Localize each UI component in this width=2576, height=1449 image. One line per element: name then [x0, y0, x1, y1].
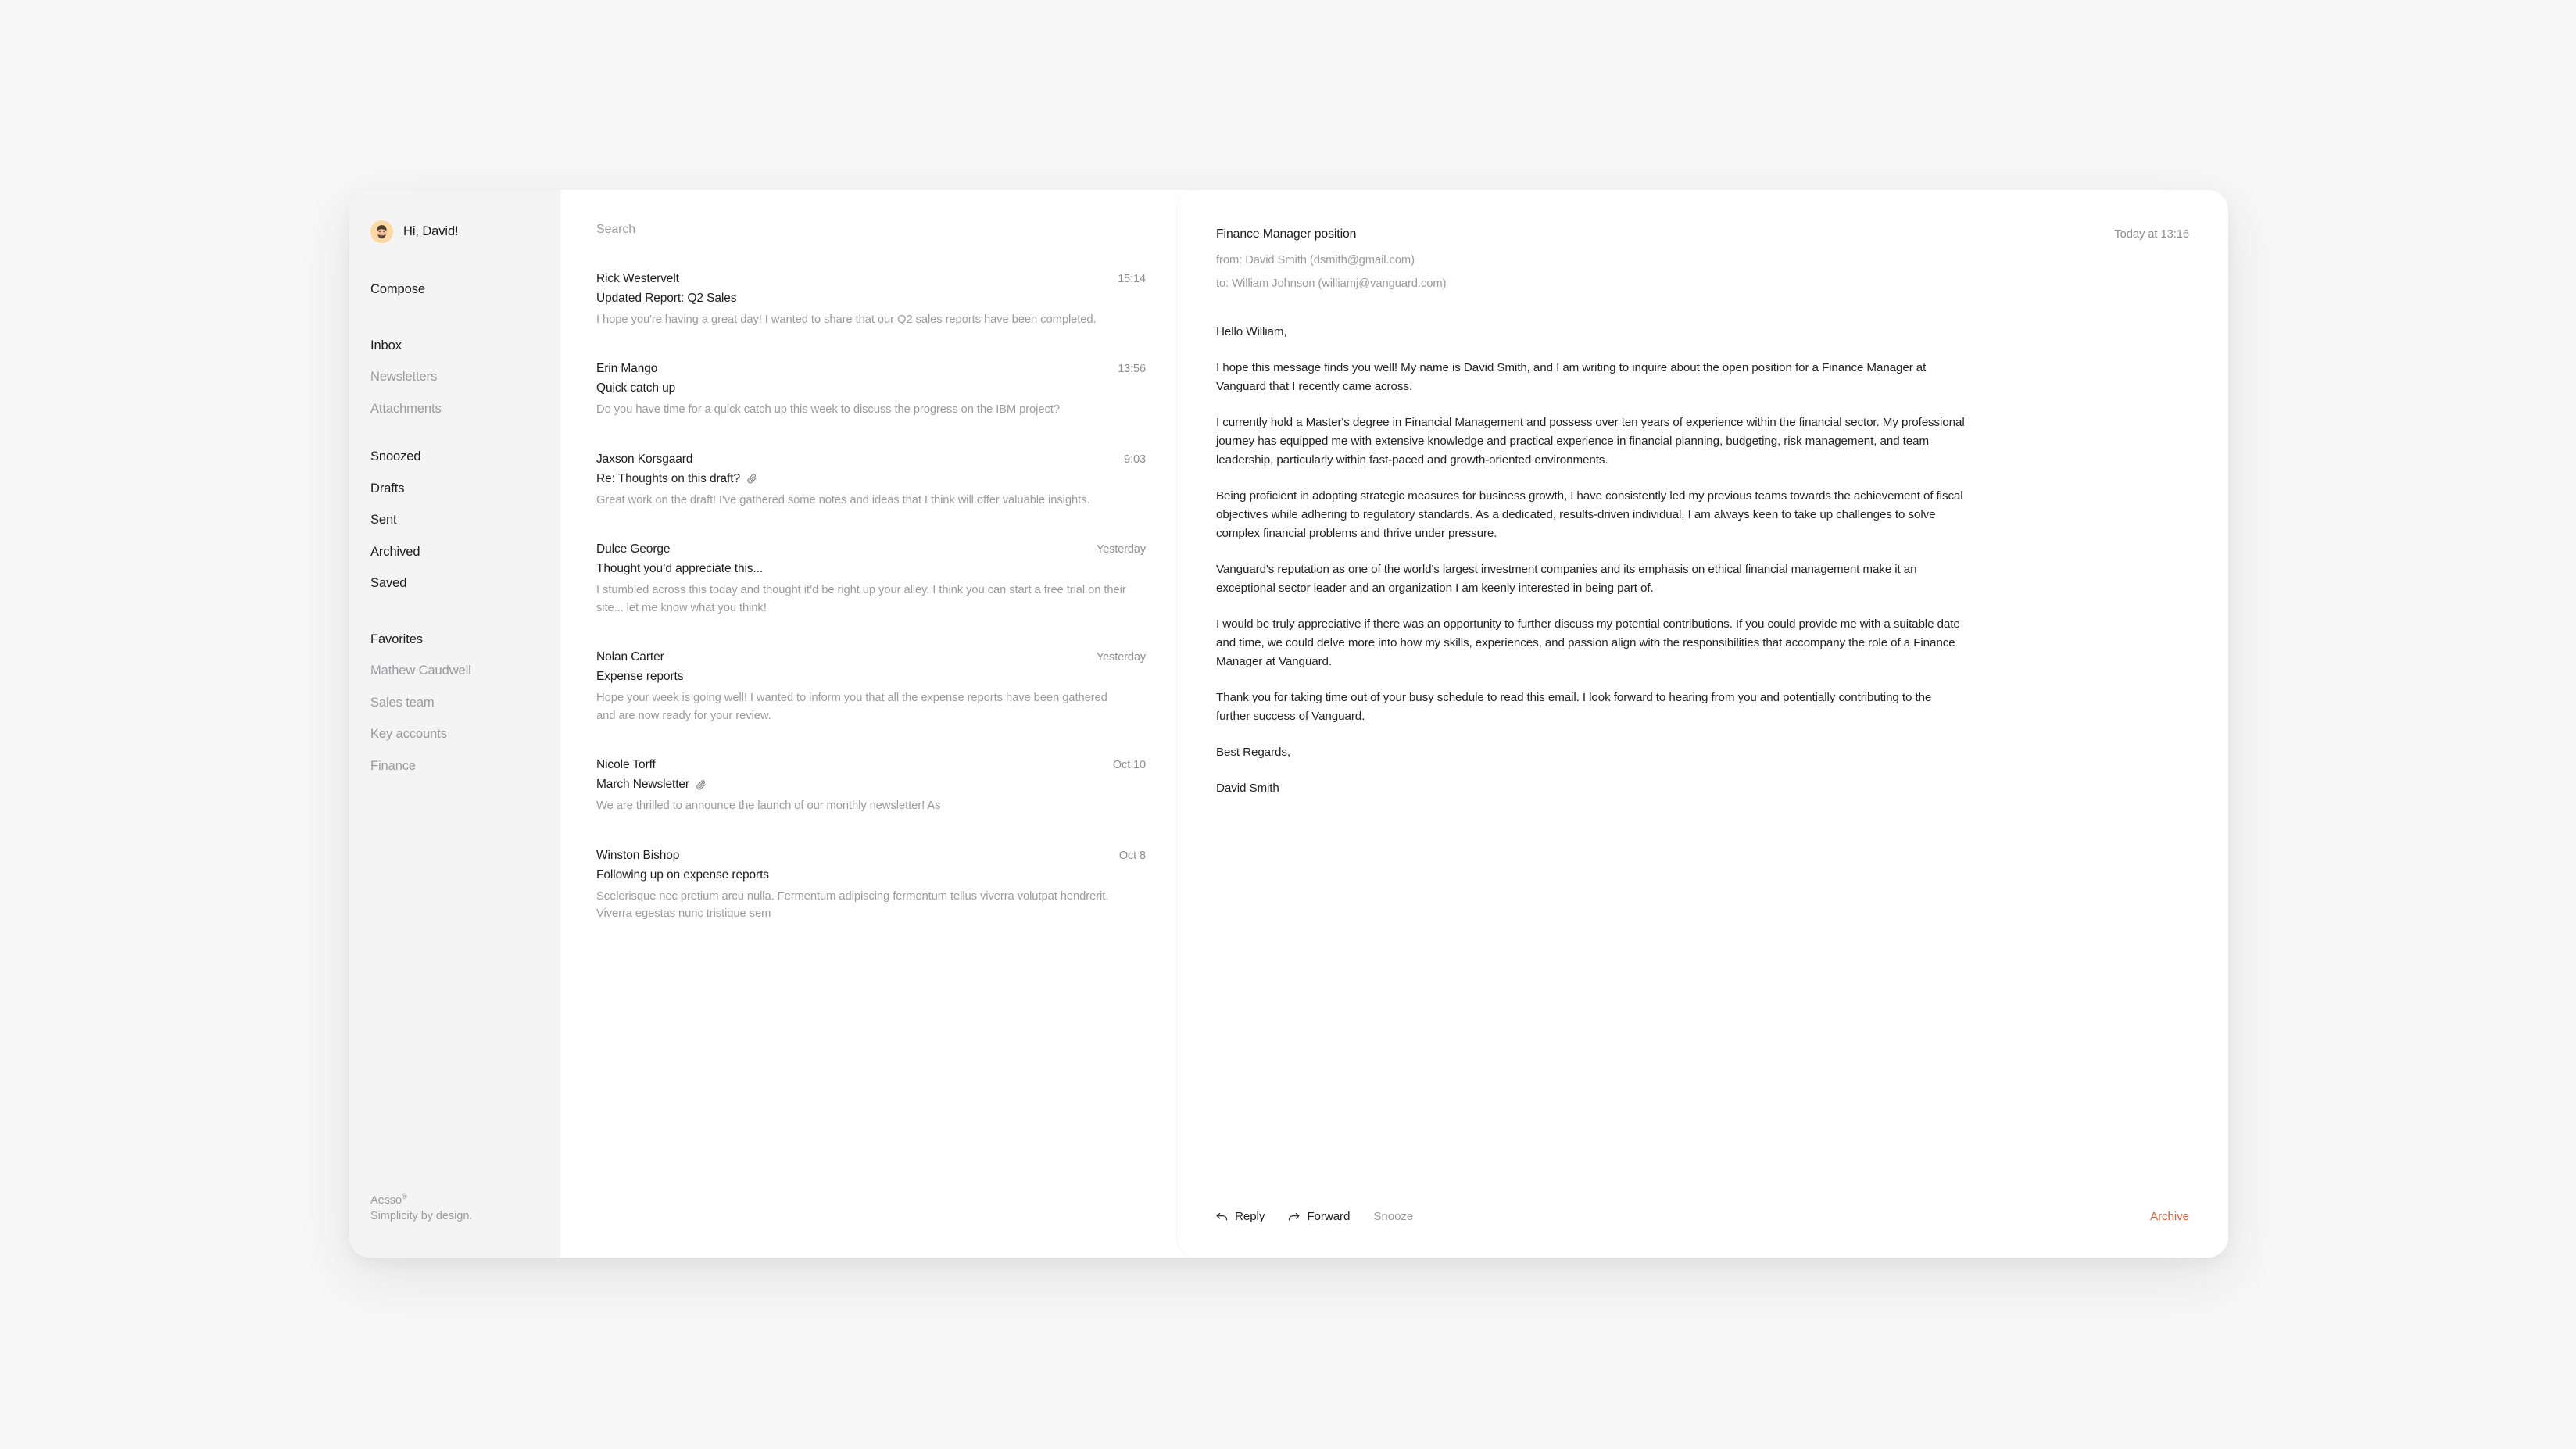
message-preview: Hope your week is going well! I wanted to inform you that all the expense reports have been gathered and are now ready for your review.: [596, 692, 1107, 722]
message-sender: Dulce George: [596, 542, 671, 556]
reply-button[interactable]: [1216, 1210, 1265, 1223]
email-signature: David Smith: [1216, 782, 1279, 796]
snooze-button[interactable]: [1373, 1210, 1413, 1223]
registered-mark-icon: ®: [402, 1193, 407, 1201]
sidebar-item-saved[interactable]: Saved: [370, 576, 407, 590]
snooze-label: Snooze: [1373, 1210, 1414, 1223]
list-item[interactable]: [596, 453, 1146, 542]
email-paragraph: Thank you for taking time out of your busy schedule to read this email. I look forward to hearing from you and potentially contributing to the further success of Vanguard.: [1216, 691, 1932, 724]
forward-label: Forward: [1307, 1210, 1351, 1223]
message-subject: Following up on expense reports: [596, 868, 769, 882]
message-sender: Erin Mango: [596, 362, 658, 376]
list-item[interactable]: [596, 758, 1146, 848]
message-time: 9:03: [1124, 453, 1146, 466]
email-paragraph: I hope this message finds you well! My name is David Smith, and I am writing to inquire about the open position for a Finance Manager at Vanguard that I recently came across.: [1216, 361, 1927, 394]
message-sender: Winston Bishop: [596, 848, 680, 862]
message-subject: Re: Thoughts on this draft?: [596, 471, 740, 485]
forward-arrow-icon: [1288, 1211, 1300, 1222]
favorites-section: [349, 633, 560, 773]
email-paragraph: Vanguard's reputation as one of the world's largest investment companies and its emphasis on ethical financial management make it an exceptional sector leader and an organization I am keenly interested in being part of.: [1216, 563, 1917, 596]
message-time: Yesterday: [1096, 543, 1146, 556]
sidebar-item-drafts[interactable]: Drafts: [370, 481, 405, 496]
message-preview: We are thrilled to announce the launch of our monthly newsletter! As: [596, 800, 941, 813]
paperclip-icon: [696, 779, 707, 791]
message-time: 15:14: [1118, 273, 1146, 285]
list-item[interactable]: [596, 272, 1146, 362]
message-subject: March Newsletter: [596, 778, 689, 792]
email-body: [1177, 290, 2005, 815]
brand-name: Aesso®: [370, 1193, 407, 1207]
sidebar-item-snoozed[interactable]: Snoozed: [370, 449, 421, 463]
email-to: to: William Johnson (williamj@vanguard.com): [1216, 277, 1447, 290]
archive-button[interactable]: Archive: [2150, 1210, 2189, 1223]
message-subject: Updated Report: Q2 Sales: [596, 292, 737, 305]
compose-button[interactable]: Compose: [370, 282, 425, 296]
message-sender: Jaxson Korsgaard: [596, 452, 693, 466]
message-preview: I stumbled across this today and thought it’d be right up your alley. I think you can start a free trial on their site... let me know what you think!: [596, 584, 1126, 614]
email-from: from: David Smith (dsmith@gmail.com): [1216, 254, 1415, 267]
message-subject: Expense reports: [596, 670, 684, 684]
message-sender: Rick Westervelt: [596, 272, 679, 285]
message-subject: Thought you’d appreciate this...: [596, 562, 764, 576]
sidebar-item-mathew-caudwell[interactable]: Mathew Caudwell: [370, 664, 471, 678]
sidebar-item-newsletters[interactable]: Newsletters: [370, 370, 438, 384]
favorites-heading: Favorites: [370, 631, 423, 646]
list-item[interactable]: [596, 849, 1146, 957]
reading-pane: [1177, 190, 2228, 1258]
paperclip-icon: [747, 473, 757, 485]
reply-arrow-icon: [1216, 1211, 1228, 1222]
message-sender: Nicole Torff: [596, 758, 656, 772]
message-sender: Nolan Carter: [596, 650, 664, 664]
brand-footer: [349, 1192, 560, 1258]
memoji-avatar-icon: [370, 220, 393, 243]
sidebar-item-inbox[interactable]: Inbox: [370, 338, 402, 352]
message-list: [560, 272, 1177, 957]
user-greeting: Hi, David!: [403, 224, 459, 238]
message-preview: Great work on the draft! I've gathered some notes and ideas that I think will offer valuable insights.: [596, 493, 1090, 506]
list-item[interactable]: [596, 542, 1146, 650]
email-action-bar: [1177, 1210, 2228, 1258]
folder-list-secondary: [349, 450, 560, 590]
user-profile[interactable]: [349, 190, 560, 243]
email-date: Today at 13:16: [2114, 228, 2189, 241]
compose-section: [349, 283, 560, 296]
reply-label: Reply: [1235, 1210, 1265, 1223]
sidebar-item-finance[interactable]: Finance: [370, 758, 417, 773]
email-signoff: Best Regards,: [1216, 746, 1290, 760]
message-preview: Do you have time for a quick catch up this week to discuss the progress on the IBM project?: [596, 403, 1060, 417]
email-header: [1177, 190, 2228, 290]
email-subject: Finance Manager position: [1216, 227, 1357, 241]
email-paragraph: I would be truly appreciative if there was an opportunity to further discuss my potential contributions. If you could provide me with a suitable date and time, we could delve more into how my skills, experiences, and passion align with the responsibilities that accompany the role of a Finance Manager at Vanguard.: [1216, 617, 1960, 669]
sidebar-item-sales-team[interactable]: Sales team: [370, 695, 435, 710]
list-item[interactable]: [596, 650, 1146, 758]
message-preview: I hope you're having a great day! I wanted to share that our Q2 sales reports have been completed.: [596, 313, 1097, 326]
list-item[interactable]: [596, 362, 1146, 452]
email-paragraph: I currently hold a Master's degree in Financial Management and possess over ten years of experience within the financial sector. My professional journey has equipped me with extensive knowledge and practical experience in financial planning, budgeting, risk management, and team leadership, particularly within fast-paced and growth-oriented environments.: [1216, 416, 1965, 467]
email-app-window: [349, 190, 2228, 1258]
sidebar: [349, 190, 560, 1258]
email-paragraph: Hello William,: [1216, 325, 1287, 338]
message-time: Yesterday: [1096, 651, 1146, 664]
search-input[interactable]: [596, 223, 1081, 237]
sidebar-item-key-accounts[interactable]: Key accounts: [370, 727, 447, 741]
sidebar-item-attachments[interactable]: Attachments: [370, 401, 442, 416]
message-time: 13:56: [1118, 363, 1146, 376]
message-preview: Scelerisque nec pretium arcu nulla. Fermentum adipiscing fermentum tellus viverra volutpat hendrerit. Viverra egestas nunc tristique sem: [596, 889, 1109, 921]
message-time: Oct 10: [1112, 759, 1146, 772]
sidebar-item-sent[interactable]: Sent: [370, 513, 397, 527]
folder-list-primary: [349, 339, 560, 416]
avatar: [370, 220, 393, 243]
email-paragraph: Being proficient in adopting strategic measures for business growth, I have consistently led my previous teams towards the achievement of fiscal objectives while adhering to regulatory standards. As a dedicated, results-driven individual, I am always keen to take up challenges to solve complex financial problems and thrive under pressure.: [1216, 489, 1963, 541]
message-list-pane: [560, 190, 1177, 1258]
message-time: Oct 8: [1118, 849, 1146, 862]
message-subject: Quick catch up: [596, 381, 676, 395]
brand-tagline: Simplicity by design.: [370, 1210, 473, 1223]
sidebar-item-archived[interactable]: Archived: [370, 544, 420, 559]
forward-button[interactable]: [1288, 1210, 1350, 1223]
